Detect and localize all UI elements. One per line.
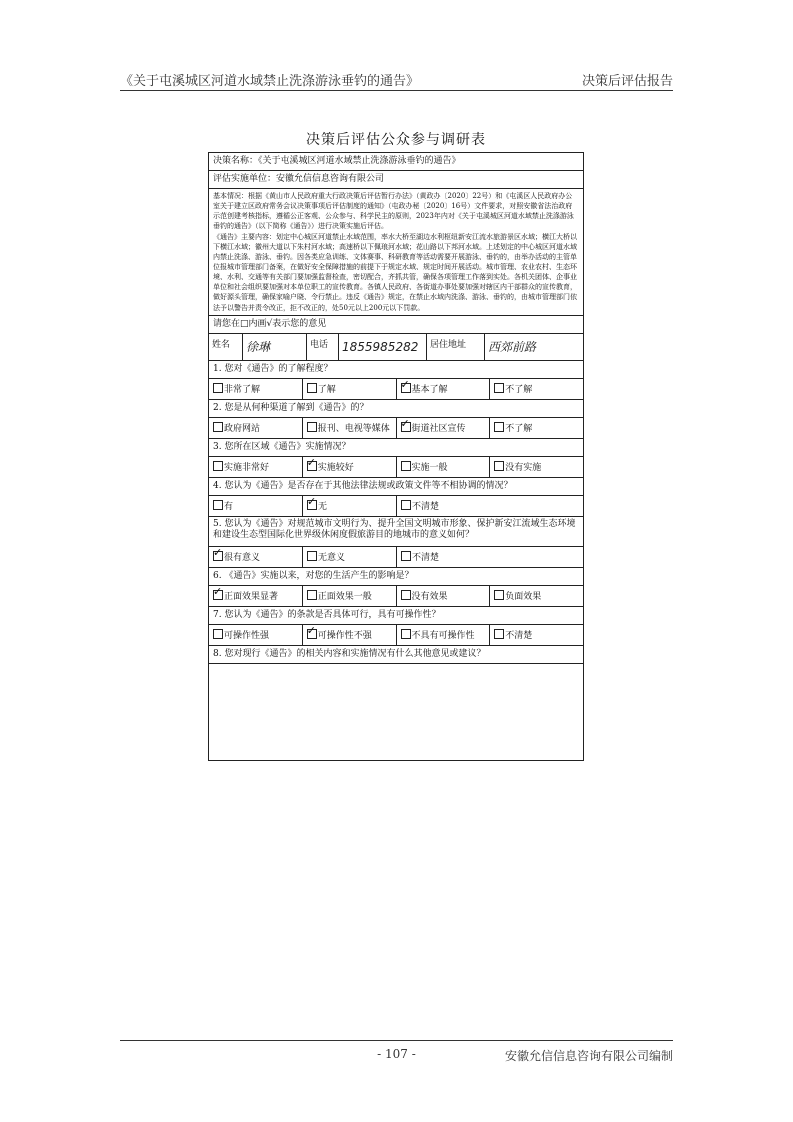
q8-text: 8. 您对现行《通告》的相关内容和实施情况有什么其他意见或建议？ bbox=[209, 646, 583, 664]
checkbox-checked-icon[interactable] bbox=[307, 500, 317, 510]
checkbox-icon[interactable] bbox=[401, 629, 411, 639]
checkbox-icon[interactable] bbox=[401, 500, 411, 510]
checkbox-checked-icon[interactable] bbox=[401, 422, 411, 432]
q7-option[interactable]: 不具有可操作性 bbox=[397, 625, 491, 645]
unit-label: 评估实施单位： bbox=[213, 174, 277, 184]
checkbox-icon[interactable] bbox=[307, 383, 317, 393]
checkbox-icon[interactable] bbox=[213, 629, 223, 639]
checkbox-checked-icon[interactable] bbox=[213, 551, 223, 561]
form-title: 决策后评估公众参与调研表 bbox=[306, 132, 486, 148]
q3-options bbox=[209, 457, 583, 478]
basic-info-block bbox=[209, 189, 583, 316]
checkbox-icon[interactable] bbox=[213, 461, 223, 471]
q7-text: 7. 您认为《通告》的条款是否具体可行，具有可操作性？ bbox=[209, 607, 583, 625]
survey-form bbox=[208, 152, 584, 761]
decision-name-label: 决策名称： bbox=[213, 156, 259, 166]
phone-value[interactable]: 1855985282 bbox=[339, 334, 427, 360]
checkbox-icon[interactable] bbox=[213, 383, 223, 393]
checkbox-icon[interactable] bbox=[401, 551, 411, 561]
q2-options bbox=[209, 418, 583, 439]
q1-options bbox=[209, 379, 583, 400]
q7-option[interactable]: 不清楚 bbox=[490, 625, 583, 645]
q1-option[interactable]: 非常了解 bbox=[209, 379, 303, 399]
q2-option[interactable]: 不了解 bbox=[490, 418, 583, 438]
q2-option[interactable]: 政府网站 bbox=[209, 418, 303, 438]
page-number: - 107 - bbox=[377, 1047, 416, 1061]
q4-option[interactable]: ✓ 无 bbox=[303, 496, 397, 516]
q2-option[interactable]: 报刊、电视等媒体 bbox=[303, 418, 397, 438]
q5-text: 5. 您认为《通告》对规范城市文明行为、提升全国文明城市形象、保护新安江流域生态环境和建设生态型国际化世界级休闲度假旅游目的地城市的意义如何？ bbox=[209, 517, 583, 547]
q5-option[interactable]: 不清楚 bbox=[397, 547, 583, 567]
checkbox-icon[interactable] bbox=[307, 590, 317, 600]
checkbox-icon[interactable] bbox=[494, 422, 504, 432]
q2-text: 2. 您是从何种渠道了解到《通告》的？ bbox=[209, 400, 583, 418]
q1-option[interactable]: 了解 bbox=[303, 379, 397, 399]
q3-option[interactable]: 实施非常好 bbox=[209, 457, 303, 477]
q6-option[interactable]: 正面效果一般 bbox=[303, 586, 397, 606]
survey-scan bbox=[208, 128, 584, 761]
q7-option[interactable]: ✓ 可操作性不强 bbox=[303, 625, 397, 645]
address-value[interactable]: 西郊前路 bbox=[488, 339, 537, 354]
checkbox-icon[interactable] bbox=[401, 461, 411, 471]
address-label: 居住地址 bbox=[427, 334, 485, 360]
q1-option[interactable]: 不了解 bbox=[490, 379, 583, 399]
q6-text: 6. 《通告》实施以来，对您的生活产生的影响是？ bbox=[209, 568, 583, 586]
checkbox-icon[interactable] bbox=[494, 590, 504, 600]
decision-name: 《关于屯溪城区河道水域禁止洗涤游泳垂钓的通告》 bbox=[258, 156, 461, 166]
unit-row bbox=[209, 171, 583, 189]
q6-options bbox=[209, 586, 583, 607]
name-label: 姓名 bbox=[209, 334, 243, 360]
respondent-row bbox=[209, 334, 583, 361]
q3-option[interactable]: 实施一般 bbox=[397, 457, 491, 477]
checkbox-icon[interactable] bbox=[307, 551, 317, 561]
q1-text: 1. 您对《通告》的了解程度？ bbox=[209, 361, 583, 379]
q8-answer-area[interactable] bbox=[209, 664, 583, 760]
header-doc-title: 《关于屯溪城区河道水域禁止洗涤游泳垂钓的通告》 bbox=[120, 74, 420, 89]
instruction: 请您在□内画√表示您的意见 bbox=[213, 318, 327, 329]
phone-label: 电话 bbox=[307, 334, 339, 360]
checkbox-icon[interactable] bbox=[494, 629, 504, 639]
page-header bbox=[120, 68, 673, 91]
checkbox-checked-icon[interactable] bbox=[307, 461, 317, 471]
checkbox-icon[interactable] bbox=[213, 422, 223, 432]
checkbox-checked-icon[interactable] bbox=[213, 590, 223, 600]
page-footer bbox=[120, 1040, 673, 1063]
q4-option[interactable]: 有 bbox=[209, 496, 303, 516]
q5-options bbox=[209, 547, 583, 568]
q4-text: 4. 您认为《通告》是否存在于其他法律法规或政策文件等不相协调的情况？ bbox=[209, 478, 583, 496]
q4-option[interactable]: 不清楚 bbox=[397, 496, 583, 516]
checkbox-icon[interactable] bbox=[494, 383, 504, 393]
q3-option[interactable]: 没有实施 bbox=[490, 457, 583, 477]
q7-option[interactable]: 可操作性强 bbox=[209, 625, 303, 645]
unit-name: 安徽允信信息咨询有限公司 bbox=[276, 174, 385, 184]
q7-options bbox=[209, 625, 583, 646]
q3-option[interactable]: ✓ 实施较好 bbox=[303, 457, 397, 477]
basic-info: 基本情况：根据《黄山市人民政府重大行政决策后评估暂行办法》（黄政办〔2020〕22号）和《屯溪区人民政府办公室关于建立区政府常务会议决策事项后评估制度的通知》（屯政办秘〔2020〕16号）文件要求，对照安徽省法治政府示范创建考核指标，遵循公正客观、公众参与、科学民主的原则，2023年内对《关于屯溪城区河道水域禁止洗涤游泳垂钓的通告》（以下简称《通告》）进行决策实施后评估。 bbox=[213, 192, 574, 231]
q6-option[interactable]: ✓正面效果显著 bbox=[209, 586, 303, 606]
name-value[interactable]: 徐琳 bbox=[243, 334, 307, 360]
q5-option[interactable]: ✓很有意义 bbox=[209, 547, 303, 567]
checkbox-checked-icon[interactable] bbox=[307, 629, 317, 639]
footer-org: 安徽允信信息咨询有限公司编制 bbox=[504, 1049, 673, 1063]
checkbox-icon[interactable] bbox=[401, 590, 411, 600]
header-report-type: 决策后评估报告 bbox=[581, 74, 673, 89]
q1-option[interactable]: ✓ 基本了解 bbox=[397, 379, 491, 399]
content-info: 《通告》主要内容：划定中心城区河道禁止水域范围，率水大桥至湖边水利枢纽新安江流水旅游景区水域；横江大桥以下横江水域；徽州大道以下朱村河水域；高速桥以下佩琅河水域；花山路以下邦河水域。上述划定的中心城区河道水域内禁止洗涤、游泳、垂钓。因各类应急训练、文体赛事、科研教育等活动需要开展游泳、垂钓的，由举办活动的主管单位报城市管理部门备案，在做好安全保障措施的前提下于规定水域、规定时间开展活动。城市管理、农业农村、生态环境、水利、交通等有关部门要加强监督检查，密切配合，齐抓共管，确保各项管理工作落到实处。各机关团体、企事业单位和社会组织要加强对本单位职工的宣传教育。各镇人民政府、各街道办事处要加强对辖区内干部群众的宣传教育，做好源头管理，确保家喻户晓、令行禁止。违反《通告》规定，在禁止水域内洗涤、游泳、垂钓的，由城市管理部门依法予以警告并责令改正，拒不改正的，处50元以上200元以下罚款。 bbox=[213, 232, 577, 312]
instruction-row bbox=[209, 316, 583, 334]
q3-text: 3. 您所在区域《通告》实施情况？ bbox=[209, 439, 583, 457]
checkbox-icon[interactable] bbox=[307, 422, 317, 432]
q6-option[interactable]: 负面效果 bbox=[490, 586, 583, 606]
checkbox-checked-icon[interactable] bbox=[401, 383, 411, 393]
q4-options bbox=[209, 496, 583, 517]
checkbox-icon[interactable] bbox=[213, 500, 223, 510]
decision-name-row bbox=[209, 153, 583, 171]
q2-option[interactable]: ✓ 街道社区宣传 bbox=[397, 418, 491, 438]
q5-option[interactable]: 无意义 bbox=[303, 547, 397, 567]
checkbox-icon[interactable] bbox=[494, 461, 504, 471]
q6-option[interactable]: 没有效果 bbox=[397, 586, 491, 606]
